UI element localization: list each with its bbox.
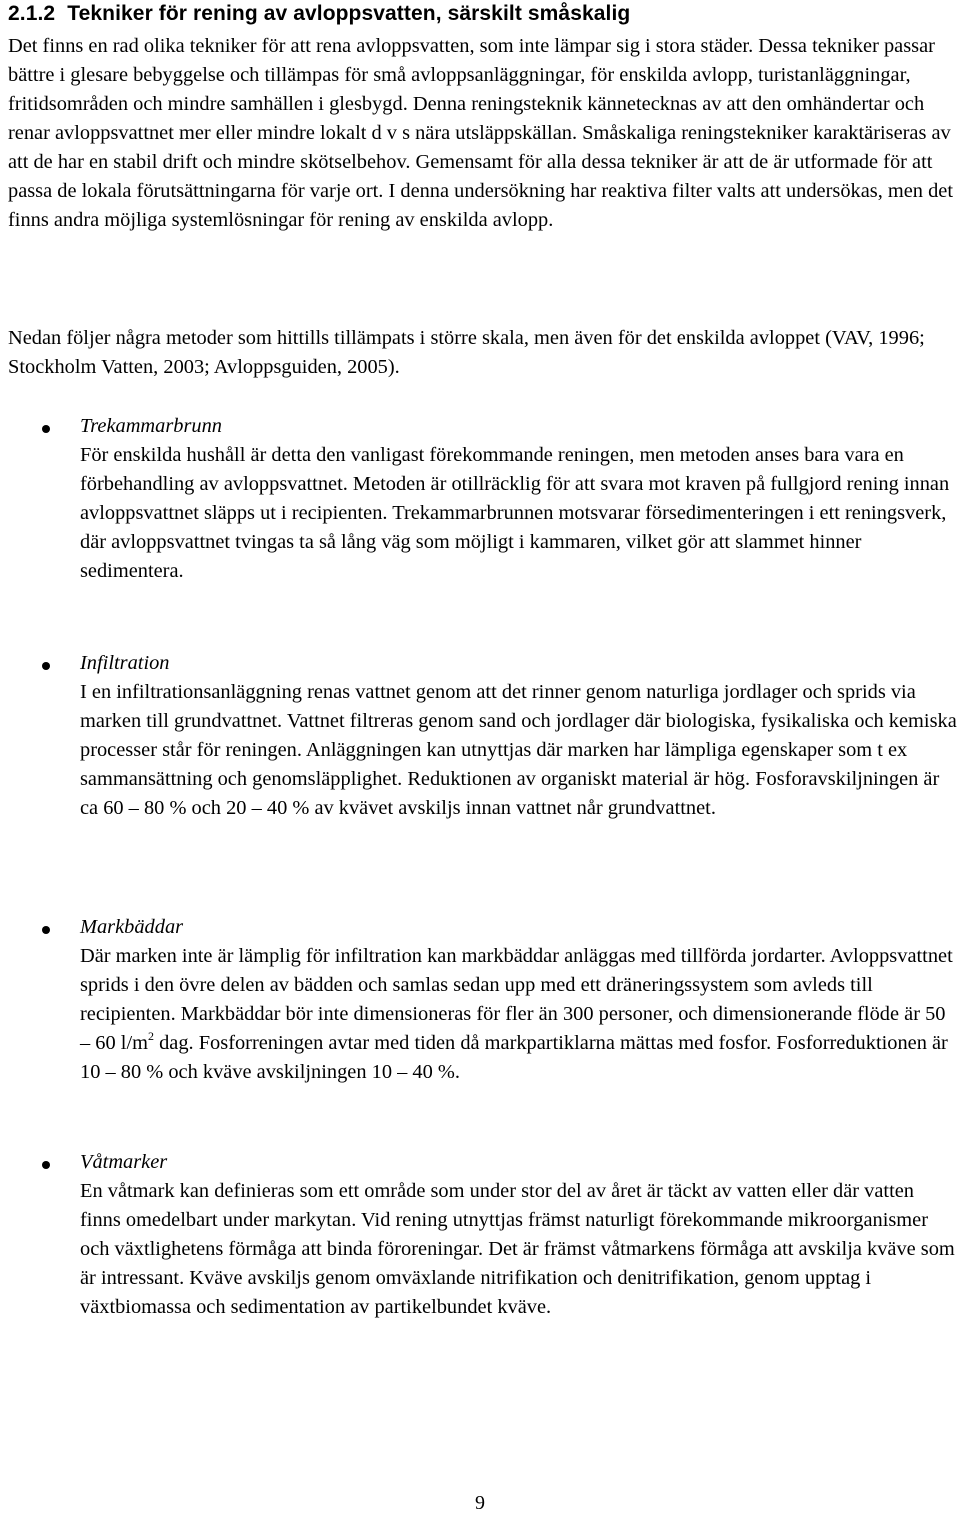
list-item-text: En våtmark kan definieras som ett område som under stor del av året är täckt av vatten eller där vatten finns omedelbart under markytan. Vid rening utnyttjas främst naturligt förekommande mikroorganismer och växtlighetens förmåga att binda föroreningar. Det är främst våtmarkens förmåga att avskilja kväve som är intressant. Kväve avskiljs genom omväxlande nitrifikation och denitrifikation, genom upptag i växtbiomassa och sedimentation av partikelbundet kväve. — [80, 1180, 955, 1318]
list-item-title: Markbäddar — [80, 916, 184, 938]
list-item-text: För enskilda hushåll är detta den vanligast förekommande reningen, men metoden anses bara vara en förbehandling av avloppsvattnet. Metoden är otillräcklig för att svara mot kraven på fullgjord rening innan avloppsvattnet släpps ut i recipienten. Trekammarbrunnen motsvarar försedimenteringen i ett reningsverk, där avloppsvattnet tvingas ta så lång väg som möjligt i kammaren, vilket gör att slammet hinner sedimentera. — [80, 444, 950, 582]
superscript-two: 2 — [147, 1029, 154, 1043]
list-item-title: Trekammarbrunn — [80, 415, 222, 437]
section-number: 2.1.2 — [8, 2, 56, 25]
bullet-icon — [42, 662, 50, 670]
list-item-title: Infiltration — [80, 652, 170, 674]
bullet-icon — [42, 926, 50, 934]
page-number: 9 — [475, 1492, 485, 1514]
section-title: Tekniker för rening av avloppsvatten, särskilt småskalig — [67, 2, 631, 25]
intro-paragraph: Det finns en rad olika tekniker för att rena avloppsvatten, som inte lämpar sig i stora städer. Dessa tekniker passar bättre i glesare bebyggelse och tillämpas för små avloppsanläggningar, för enskilda avlopp, turistanläggningar, fritidsområden och mindre samhällen i glesbygd. Denna reningsteknik kännetecknas av att den omhändertar och renar avloppsvattnet mer eller mindre lokalt d v s nära utsläppskällan. Småskaliga reningstekniker karaktäriseras av att de har en stabil drift och mindre skötselbehov. Gemensamt för alla dessa tekniker är att de är utformade för att passa de lokala förutsättningarna för varje ort. I denna undersökning har reaktiva filter valts att undersökas, men det finns andra möjliga systemlösningar för rening av enskilda avlopp. — [8, 35, 954, 231]
list-item-text: I en infiltrationsanläggning renas vattnet genom att det rinner genom naturliga jordlager och sprids via marken till grundvattnet. Vattnet filtreras genom sand och jordlager där biologiska, fysikaliska och kemiska processer står för reningen. Anläggningen kan utnyttjas där marken har lämpliga egenskaper som t ex sammansättning och genomsläpplighet. Reduktionen av organiskt material är hög. Fosforavskiljningen är ca 60 – 80 % och 20 – 40 % av kvävet avskiljs innan vattnet når grundvattnet. — [80, 681, 957, 819]
list-item-text-after: dag. Fosforreningen avtar med tiden då markpartiklarna mättas med fosfor. Fosforreduktionen är 10 – 80 % och kväve avskiljningen 10 – 40 %. — [80, 1032, 948, 1083]
list-item-text-before: Där marken inte är lämplig för infiltration kan markbäddar anläggas med tillförda jordarter. Avloppsvattnet sprids i den övre delen av bädden och samlas sedan upp med ett dräneringssystem som avleds till recipienten. Markbäddar bör inte dimensioneras för fler än 300 personer, och dimensionerande flöde är 50 – 60 l/m — [80, 945, 953, 1054]
bullet-icon — [42, 1161, 50, 1169]
list-item-title: Våtmarker — [80, 1151, 168, 1173]
section-heading — [8, 1, 630, 27]
methods-intro-paragraph: Nedan följer några metoder som hittills tillämpats i större skala, men även för det enskilda avloppet (VAV, 1996; Stockholm Vatten, 2003; Avloppsguiden, 2005). — [8, 327, 925, 378]
bullet-icon — [42, 425, 50, 433]
